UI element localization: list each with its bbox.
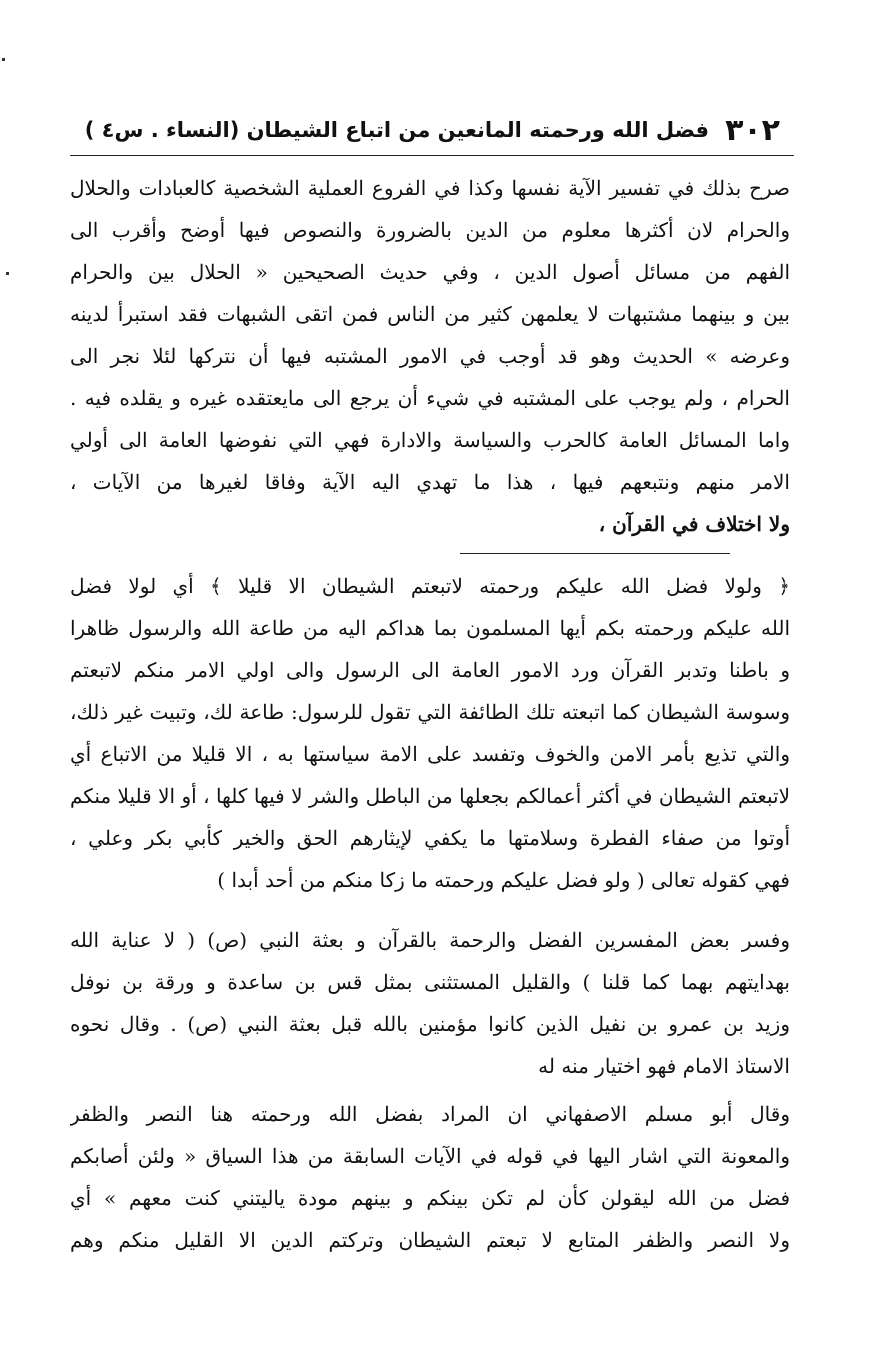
header-rule xyxy=(70,155,794,156)
text-line: الامر منهم ونتبعهم فيها ، هذا ما تهدي اليه الآية وفاقا لغيرها من الآيات ، xyxy=(70,470,790,494)
text-line: فضل من الله ليقولن كأن لم تكن بينكم و بينهم مودة ياليتني كنت معهم » أي xyxy=(70,1186,790,1210)
running-title: فضل الله ورحمته المانعين من اتباع الشيطان (النساء . س٤ ) xyxy=(84,118,710,142)
page-header xyxy=(80,108,780,152)
text-line: بهدايتهم بهما كما قلنا ) والقليل المستثنى بمثل قس بن ساعدة و ورقة بن نوفل xyxy=(70,970,790,994)
text-line: الفهم من مسائل أصول الدين ، وفي حديث الصحيحين « الحلال بين والحرام xyxy=(70,260,790,284)
text-line: وزيد بن عمرو بن نفيل الذين كانوا مؤمنين بالله قبل بعثة النبي (ص) . وقال نحوه xyxy=(70,1012,790,1036)
text-line: أوتوا من صفاء الفطرة وسلامتها ما يكفي لإيثارهم الحق والخير كأبي بكر وعلي ، xyxy=(70,826,790,850)
text-line: والتي تذيع بأمر الامن والخوف وتفسد على الامة سياستها به ، الا قليلا من الاتباع أي xyxy=(70,742,790,766)
text-line: فهي كقوله تعالى ( ولو فضل عليكم ورحمته ما زكا منكم من أحد أبدا ) xyxy=(217,868,790,892)
text-line: والحرام لان أكثرها معلوم من الدين بالضرورة والنصوص فيها أوضح وأقرب الى xyxy=(70,218,790,242)
section-rule xyxy=(460,553,730,554)
text-line: وقال أبو مسلم الاصفهاني ان المراد بفضل الله ورحمته هنا النصر والظفر xyxy=(70,1102,790,1126)
text-line: الله عليكم ورحمته بكم أيها المسلمون بما هداكم اليه من طاعة الله والرسول ظاهرا xyxy=(70,616,790,640)
text-line: وسوسة الشيطان كما اتبعته تلك الطائفة التي تقول للرسول: طاعة لك، وتبيت غير ذلك، xyxy=(70,700,790,724)
text-line: وفسر بعض المفسرين الفضل والرحمة بالقرآن و بعثة النبي (ص) ( لا عناية الله xyxy=(70,928,790,952)
text-line: والمعونة التي اشار اليها في قوله في الآيات السابقة من هذا السياق « ولئن أصابكم xyxy=(70,1144,790,1168)
text-line: صرح بذلك في تفسير الآية نفسها وكذا في الفروع العملية الشخصية كالعبادات والحلال xyxy=(70,176,790,200)
text-line: لاتبعتم الشيطان في أكثر أعمالكم بجعلها من الباطل والشر لا فيها كلها ، أو الا قليلا منكم xyxy=(70,784,790,808)
text-line: و باطنا وتدبر القرآن ورد الامور العامة الى الرسول والى اولي الامر منكم لاتبعتم xyxy=(70,658,790,682)
text-line: ولا اختلاف في القرآن ، xyxy=(598,512,790,536)
text-line: الاستاذ الامام فهو اختيار منه له xyxy=(538,1054,790,1078)
text-line: واما المسائل العامة كالحرب والسياسة والادارة فهي التي نفوضها العامة الى أولي xyxy=(70,428,790,452)
verse-line: ﴿ ولولا فضل الله عليكم ورحمته لاتبعتم الشيطان الا قليلا ﴾ أي لولا فضل xyxy=(70,574,790,598)
page-number: ٣٠٢ xyxy=(725,112,780,148)
text-line: بين و بينهما مشتبهات لا يعلمهن كثير من الناس فمن اتقى الشبهات فقد استبرأ لدينه xyxy=(70,302,790,326)
text-line: الحرام ، ولم يوجب على المشتبه في شيء أن يرجع الى مايعتقده غيره و يقلده فيه . xyxy=(70,386,790,410)
scan-edge-mark-top xyxy=(2,58,5,61)
text-line: وعرضه » الحديث وهو قد أوجب في الامور المشتبه فيها أن نتركها لئلا نجر الى xyxy=(70,344,790,368)
scan-edge-mark-middle xyxy=(6,272,9,275)
text-line: ولا النصر والظفر المتابع لا تبعتم الشيطان وتركتم الدين الا القليل منكم وهم xyxy=(70,1228,790,1252)
